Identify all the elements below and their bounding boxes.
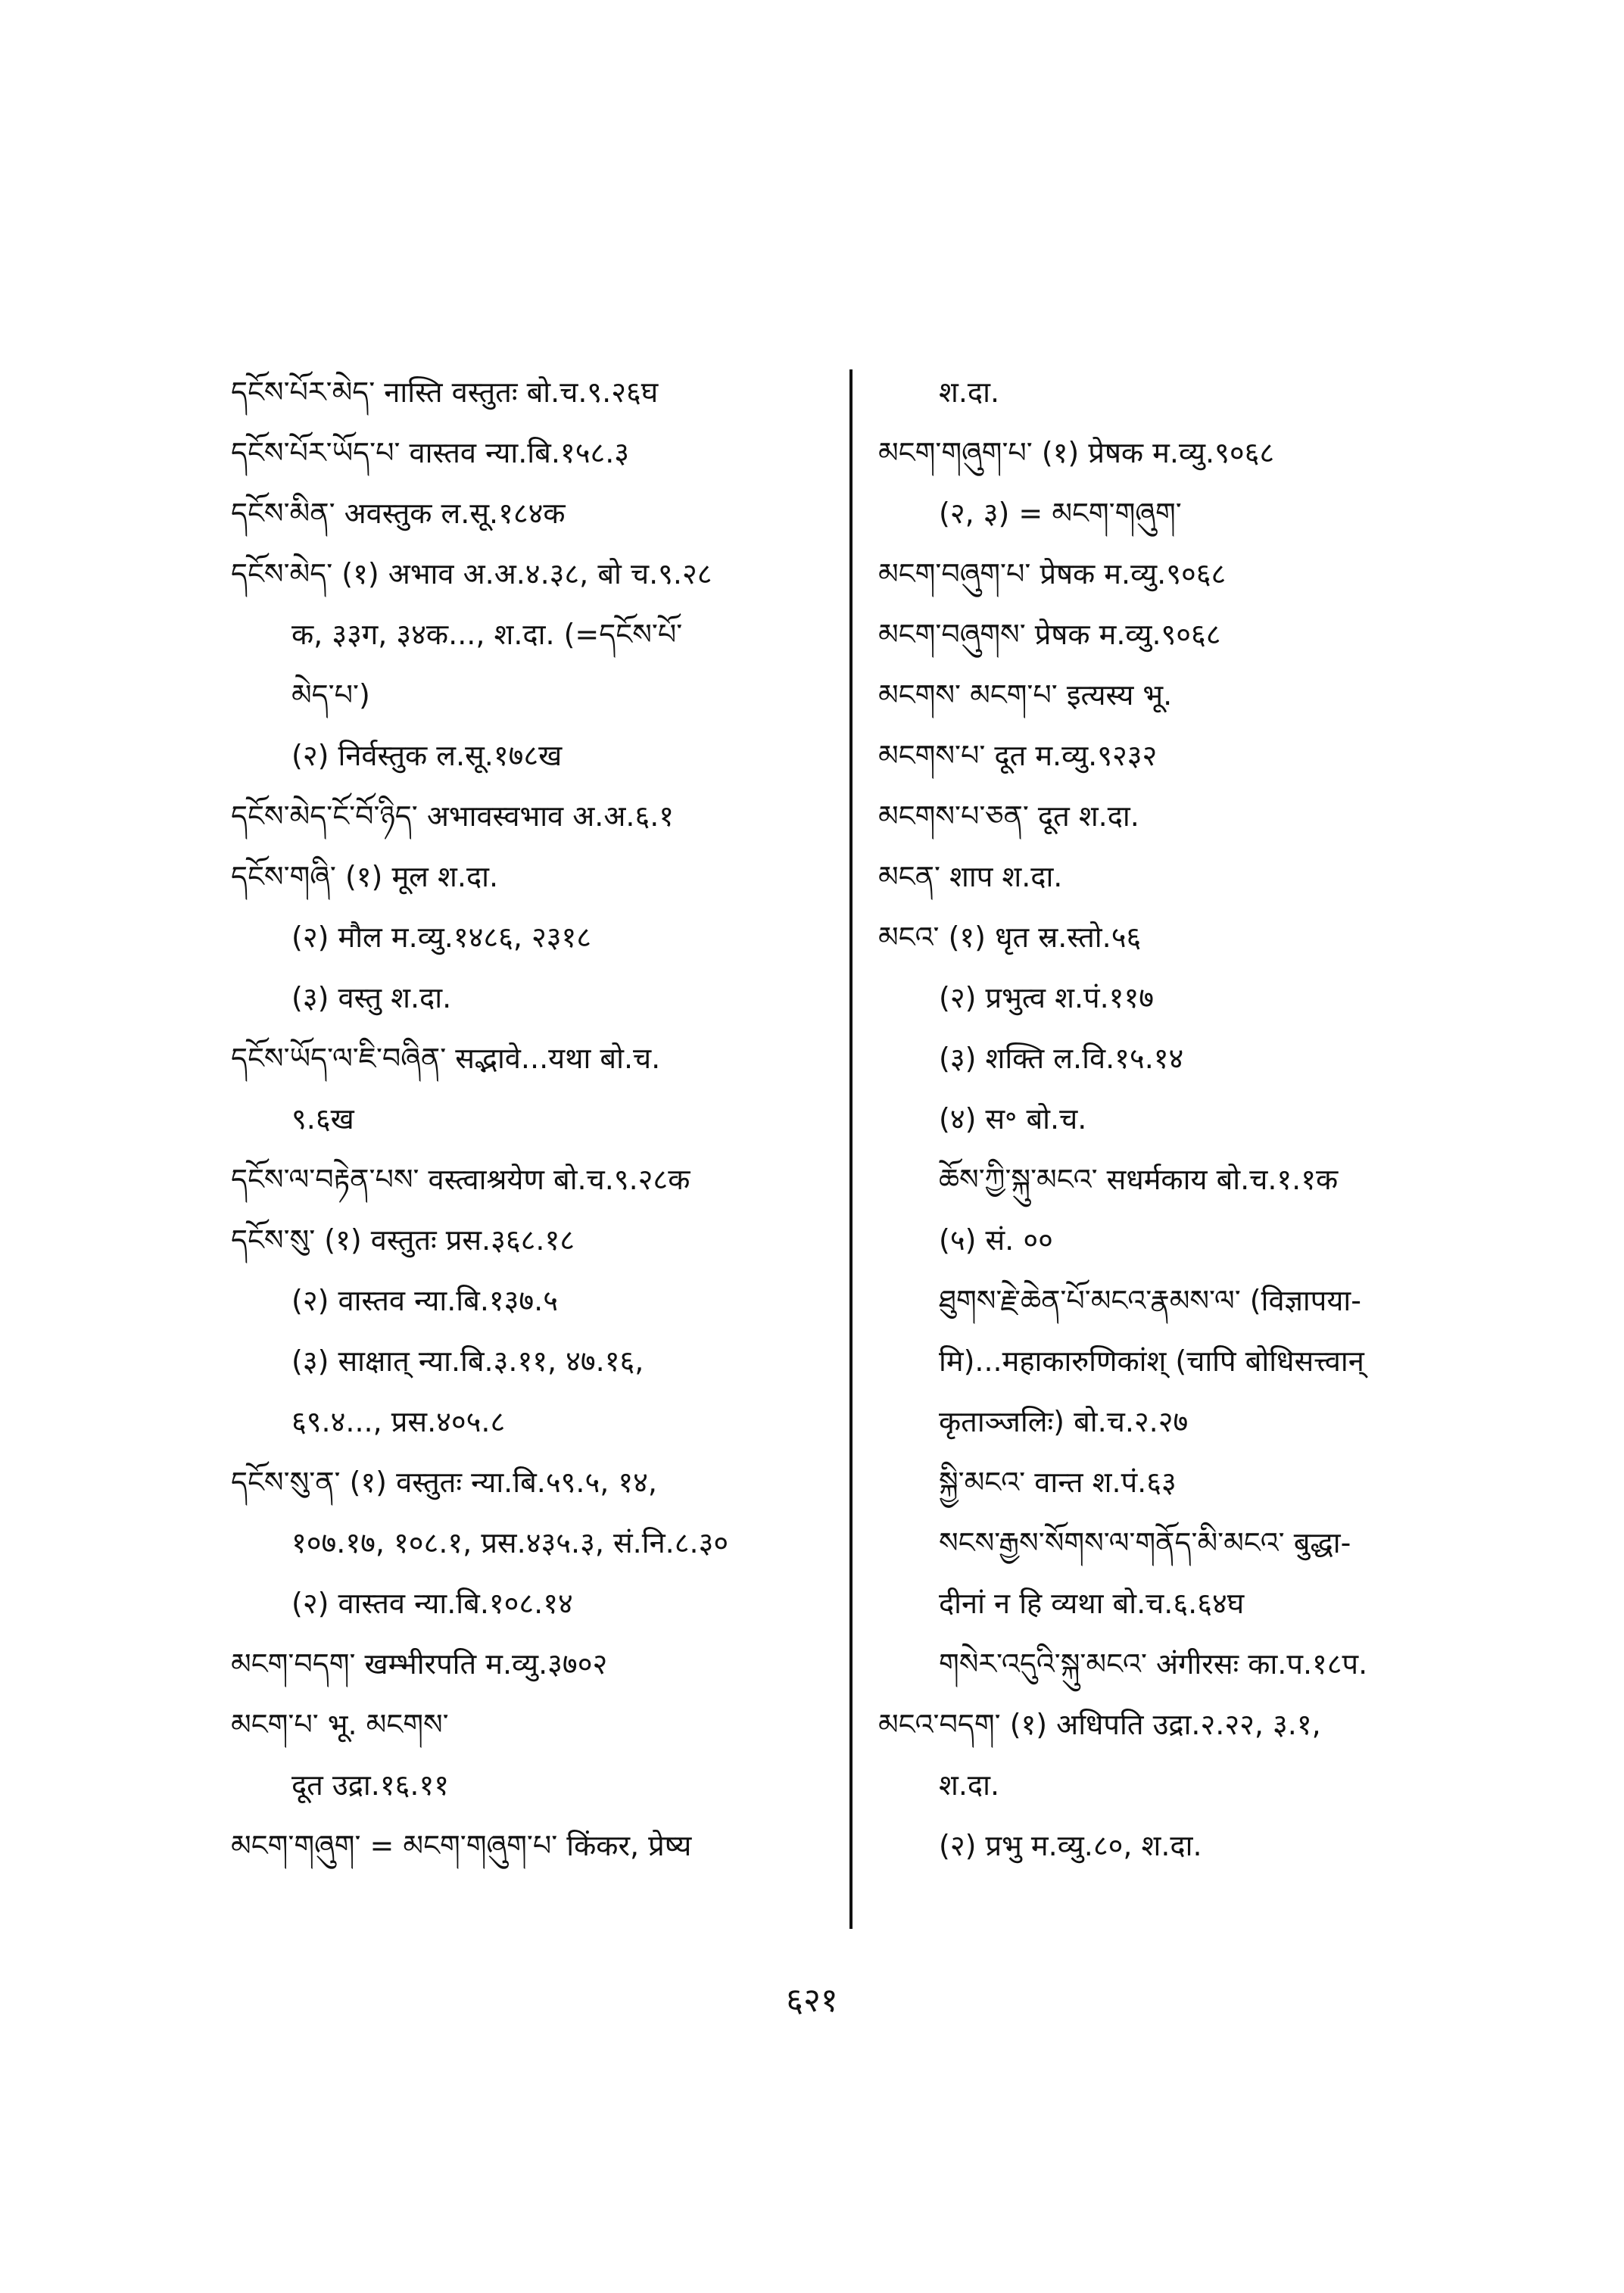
- dictionary-entry-line: དངོས་སུ་ (१) वस्तुतः प्रस.३६८.१८: [231, 1223, 575, 1257]
- dictionary-entry-line: མངག་བཞུགས་ प्रेषक म.व्यु.९०६८: [878, 618, 1221, 651]
- dictionary-entry-line: ཐུགས་རྗེ་ཆེན་པོ་མངའ་རྣམས་ལ་ (विज्ञापया-: [939, 1284, 1361, 1317]
- dictionary-entry-line: (२) मौल म.व्यु.१४८६, २३१८: [291, 921, 592, 954]
- dictionary-entry-line: མངག་བདག་ खम्भीरपति म.व्यु.३७०२: [231, 1647, 608, 1681]
- dictionary-entry-line: (३) साक्षात् न्या.बि.३.११, ४७.१६,: [291, 1344, 644, 1378]
- dictionary-entry-line: དངོས་པོར་མེད་ नास्ति वस्तुतः बो.च.९.२६घ: [231, 375, 659, 409]
- dictionary-entry-line: मि)...महाकारुणिकांश् (चापि बोधिसत्त्वान्: [939, 1344, 1364, 1378]
- dictionary-entry-line: མངག་བཞུག་པ་ प्रेषक म.व्यु.९०६८: [878, 557, 1227, 590]
- dictionary-entry-line: མངགས་ མངག་པ་ इत्यस्य भू.: [878, 678, 1173, 712]
- dictionary-entry-line: མངགས་པ་ཅན་ दूत श.दा.: [878, 799, 1139, 833]
- dictionary-entry-line: श.दा.: [939, 1768, 1000, 1802]
- dictionary-entry-line: (२, ३) = མངག་གཞུག་: [939, 497, 1182, 530]
- dictionary-entry-line: (३) वस्तु श.दा.: [291, 981, 452, 1014]
- dictionary-entry-line: दीनां न हि व्यथा बो.च.६.६४घ: [939, 1587, 1245, 1620]
- left-column: [231, 362, 837, 1876]
- dictionary-entry-line: སངས་རྒྱས་སོགས་ལ་གནོད་མི་མངའ་ बुद्धा-: [939, 1526, 1351, 1559]
- dictionary-entry-line: དངོས་སུ་ན་ (१) वस्तुतः न्या.बि.५९.५, १४,: [231, 1466, 657, 1499]
- dictionary-entry-line: དངོས་མེད་ (१) अभाव अ.अ.४.३८, बो च.९.२८: [231, 557, 712, 590]
- dictionary-entry-line: མངན་ शाप श.दा.: [878, 860, 1063, 893]
- dictionary-entry-line: དངོས་མེད་ངོ་བོ་ཉིད་ अभावस्वभाव अ.अ.६.१: [231, 799, 675, 833]
- page-number: ६२१: [786, 1981, 838, 2020]
- dictionary-entry-line: མངའ་ (१) धृत स्र.स्तो.५६: [878, 921, 1142, 954]
- dictionary-entry-line: क, ३३ग, ३४क..., श.दा. (=དངོས་པོ་: [291, 618, 683, 651]
- dictionary-entry-line: (२) वास्तव न्या.बि.१०८.१४: [291, 1587, 573, 1620]
- dictionary-entry-line: (५) सं. ००: [939, 1223, 1053, 1257]
- dictionary-entry-line: ཆོས་ཀྱི་སྐུ་མངའ་ सधर्मकाय बो.च.१.१क: [939, 1163, 1339, 1196]
- dictionary-entry-line: མངག་པ་ भू. མངགས་: [231, 1708, 449, 1741]
- dictionary-entry-line: श.दा.: [939, 375, 1000, 409]
- right-column: [878, 362, 1499, 1876]
- dictionary-entry-line: དངོས་ལ་བརྟེན་པས་ वस्त्वाश्रयेण बो.च.९.२८क: [231, 1163, 690, 1196]
- dictionary-entry-line: དངོས་མིན་ अवस्तुक ल.सू.१८४क: [231, 497, 566, 530]
- dictionary-entry-line: དངོས་པོར་ཡོད་པ་ वास्तव न्या.बि.१५८.३: [231, 436, 630, 469]
- dictionary-entry-line: (२) निर्वस्तुक ल.सू.१७८ख: [291, 739, 563, 772]
- dictionary-entry-line: མངག་གཞུག་པ་ (१) प्रेषक म.व्यु.९०६८: [878, 436, 1275, 469]
- dictionary-entry-line: མངག་གཞུག་ = མངག་གཞུག་པ་ किंकर, प्रेष्य: [231, 1829, 692, 1862]
- dictionary-entry-line: (४) स॰ बो.च.: [939, 1102, 1087, 1136]
- dictionary-entry-line: (३) शक्ति ल.वि.१५.१४: [939, 1042, 1184, 1075]
- dictionary-entry-line: དངོས་ཡོད་ལ་ཇི་བཞིན་ सद्भावे...यथा बो.च.: [231, 1042, 661, 1075]
- dictionary-entry-line: ६९.४..., प्रस.४०५.८: [291, 1405, 506, 1438]
- dictionary-entry-line: མེད་པ་): [291, 678, 370, 712]
- dictionary-entry-line: སྐྱི་མངའ་ वान्त श.पं.६३: [939, 1466, 1177, 1499]
- dictionary-entry-line: (२) प्रभु म.व्यु.८०, श.दा.: [939, 1829, 1202, 1862]
- dictionary-entry-line: དངོས་གཞི་ (१) मूल श.दा.: [231, 860, 499, 893]
- column-divider: [849, 369, 853, 1929]
- dictionary-entry-line: १०७.१७, १०८.१, प्रस.४३५.३, सं.नि.८.३०: [291, 1526, 729, 1559]
- dictionary-entry-line: कृताञ्जलिः) बो.च.२.२७: [939, 1405, 1189, 1438]
- dictionary-entry-line: མངའ་བདག་ (१) अधिपति उद्रा.२.२२, ३.१,: [878, 1708, 1321, 1741]
- dictionary-entry-line: ९.६ख: [291, 1102, 354, 1136]
- dictionary-entry-line: མངགས་པ་ दूत म.व्यु.९२३२: [878, 739, 1158, 772]
- dictionary-entry-line: दूत उद्रा.१६.११: [291, 1768, 449, 1802]
- dictionary-entry-line: (२) वास्तव न्या.बि.१३७.५: [291, 1284, 559, 1317]
- dictionary-entry-line: (२) प्रभुत्व श.पं.११७: [939, 981, 1154, 1014]
- dictionary-entry-line: གསེར་འདུའི་སྐུ་མངའ་ अंगीरसः का.प.१८प.: [939, 1647, 1368, 1681]
